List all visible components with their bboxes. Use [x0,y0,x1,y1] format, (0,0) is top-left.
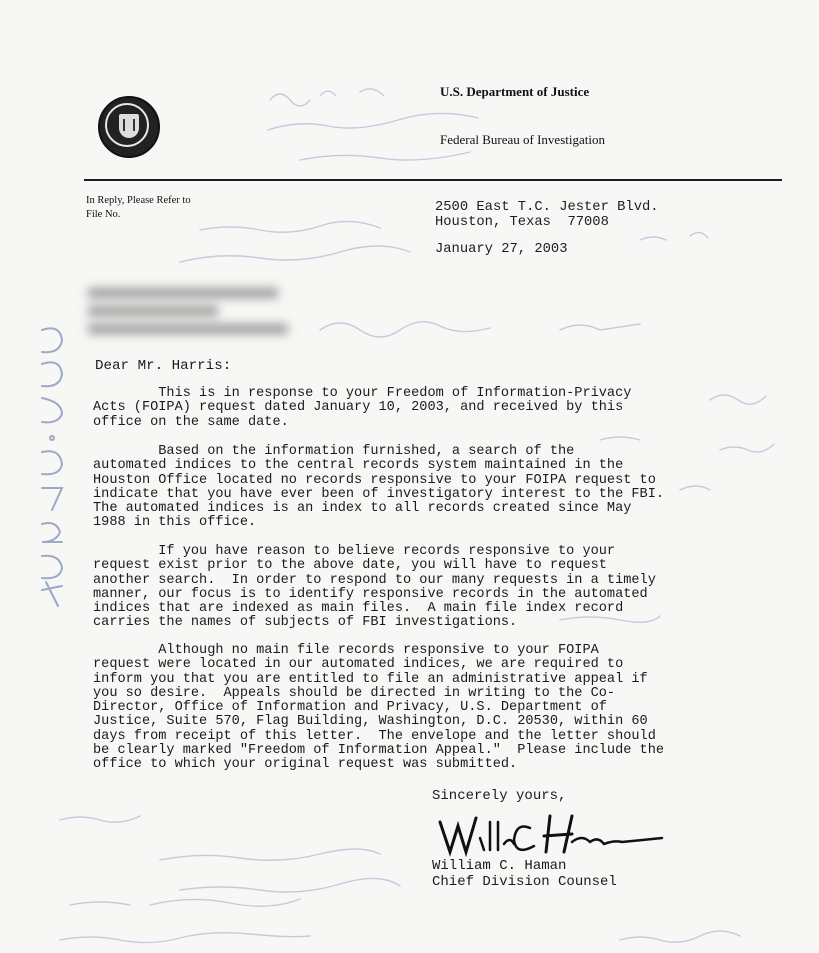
file-number-label: File No. [86,209,121,220]
reply-line: In Reply, Please Refer to [86,195,191,206]
redacted-recipient-address [88,288,298,344]
sender-street: 2500 East T.C. Jester Blvd. [435,200,659,215]
body-paragraph: If you have reason to believe records responsive to your request exist prior to the above date, you will have to request another search. In order to respond to our many requests in a timely manner, our focus is to identify responsive records in the automated indices that are indexed as main files. A main file index record carries the names of subjects of FBI investigations. [93,544,656,631]
body-paragraph: Although no main file records responsive to your FOIPA request were located in our automated indices, we are required to inform you that you are entitled to file an administrative appeal if you so desire. Appeals should be directed in writing to the Co- Director, Office of Information and Privacy, U.S. Department of Justice, Suite 570, Flag Building, Washington, D.C. 20530, within 60 days from receipt of this letter. The envelope and the letter should be clearly marked "Freedom of Information Appeal." Please include the office to which your original request was submitted. [93,643,665,773]
body-paragraph: Based on the information furnished, a search of the automated indices to the central records system maintained in the Houston Office located no records responsive to your FOIPA request to indicate that you have ever been of investigatory interest to the FBI. The automated indices is an index to all records created since May 1988 in this office. [93,444,665,531]
letterhead-divider [84,179,782,181]
fbi-seal-icon [98,96,160,158]
salutation: Dear Mr. Harris: [95,358,232,374]
bureau-heading: Federal Bureau of Investigation [440,132,605,147]
reply-reference-block [86,194,191,222]
valediction: Sincerely yours, [432,788,567,804]
letter-date: January 27, 2003 [435,242,568,257]
signer-name: William C. Haman [432,858,567,874]
handwritten-signature [432,808,672,864]
department-heading: U.S. Department of Justice [440,84,590,99]
sender-city: Houston, Texas 77008 [435,215,609,230]
body-paragraph: This is in response to your Freedom of Information-Privacy Acts (FOIPA) request dated January 10, 2003, and received by this office on the same date. [93,386,632,430]
margin-handwritten-number [22,320,82,620]
signer-title: Chief Division Counsel [432,874,617,890]
